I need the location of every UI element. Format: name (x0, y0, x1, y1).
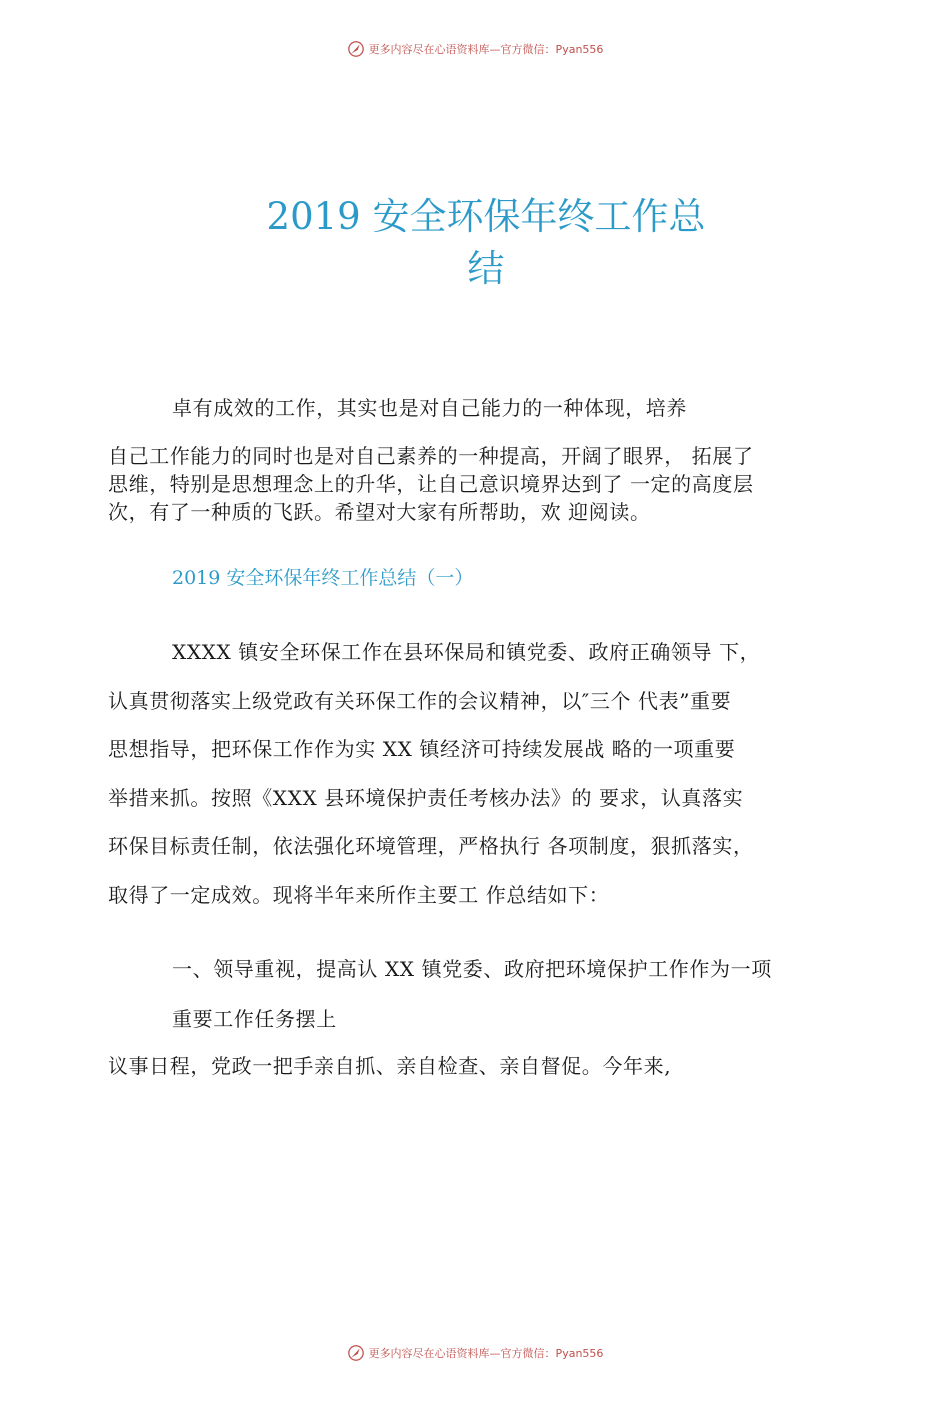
body-line: 环保目标责任制，依法强化环境管理，严格执行 各项制度，狠抓落实， (108, 834, 754, 858)
watermark-header (0, 40, 950, 58)
feather-pen-logo-icon (347, 40, 365, 58)
section-subheading: 2019 安全环保年终工作总结（一） (172, 567, 474, 589)
feather-pen-logo-icon (347, 1344, 365, 1362)
intro-first-line: 卓有成效的工作，其实也是对自己能力的一种体现，培养 (172, 396, 687, 420)
body-line: 取得了一定成效。现将半年来所作主要工 作总结如下： (108, 882, 610, 907)
body-line: 认真贯彻落实上级党政有关环保工作的会议精神，以″三个 代表”重要 (108, 688, 732, 713)
agenda-paragraph: 议事日程，党政一把手亲自抓、亲自检查、亲自督促。今年来, (108, 1054, 672, 1078)
intro-line: 思维，特别是思想理念上的升华，让自己意识境界达到了 一定的高度层 (108, 472, 754, 496)
document-title (0, 191, 950, 295)
intro-line: 自己工作能力的同时也是对自己素养的一种提高，开阔了眼界， 拓展了 (108, 444, 754, 468)
body-line: XXXX 镇安全环保工作在县环保局和镇党委、政府正确领导 下， (172, 640, 761, 664)
title-line-2: 结 (467, 247, 505, 290)
body-paragraph (108, 628, 848, 919)
intro-paragraph (108, 442, 848, 526)
list-item-leadership (172, 944, 862, 1044)
watermark-footer (0, 1344, 950, 1362)
watermark-text: 更多内容尽在心语资料库—官方微信：Pyan556 (368, 1347, 604, 1360)
body-line: 思想指导，把环保工作作为实 XX 镇经济可持续发展战 略的一项重要 (108, 737, 736, 761)
intro-line: 次，有了一种质的飞跃。希望对大家有所帮助，欢 迎阅读。 (108, 500, 651, 524)
item-line: 重要工作任务摆上 (172, 1007, 337, 1031)
item-line: 一、领导重视，提高认 XX 镇党委、政府把环境保护工作作为一项 (172, 957, 772, 981)
title-line-1: 2019 安全环保年终工作总 (266, 195, 706, 238)
body-line: 举措来抓。按照《XXX 县环境保护责任考核办法》的 要求，认真落实 (108, 785, 744, 810)
watermark-text: 更多内容尽在心语资料库—官方微信：Pyan556 (368, 43, 604, 56)
